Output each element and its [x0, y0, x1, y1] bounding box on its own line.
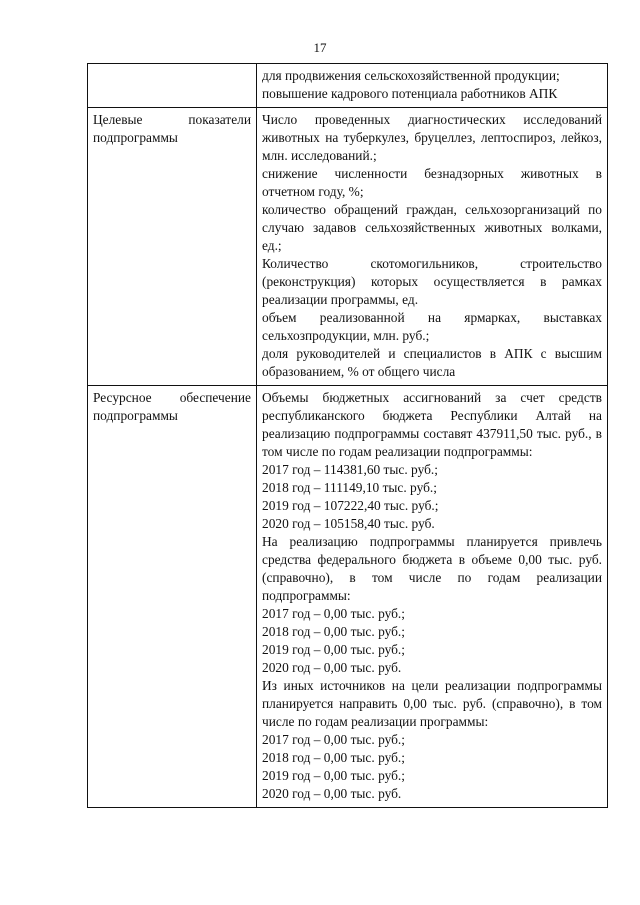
row-content-cell	[257, 64, 608, 108]
content-line: 2018 год – 111149,10 тыс. руб.;	[262, 480, 437, 495]
row-label: подпрограммы	[93, 408, 178, 423]
row-label: Целевые показатели	[93, 112, 251, 127]
content-line: для продвижения сельскохозяйственной продукции;	[262, 68, 560, 83]
row-label-cell	[88, 64, 257, 108]
page-number: 17	[313, 40, 327, 55]
content-paragraph: снижение численности безнадзорных животных в отчетном году, %;	[262, 166, 602, 199]
content-line: 2017 год – 0,00 тыс. руб.;	[262, 732, 405, 747]
content-line: 2020 год – 0,00 тыс. руб.	[262, 660, 402, 675]
content-paragraph: доля руководителей и специалистов в АПК с высшим образованием, % от общего числа	[262, 346, 602, 379]
content-paragraph: объем реализованной на ярмарках, выставках сельхозпродукции, млн. руб.;	[262, 310, 602, 343]
row-label: подпрограммы	[93, 130, 178, 145]
table-row	[88, 64, 608, 108]
subprogram-passport-table	[87, 63, 608, 808]
row-label-cell	[88, 386, 257, 808]
row-label-cell	[88, 108, 257, 386]
table-row	[88, 386, 608, 808]
table-row	[88, 108, 608, 386]
row-label: Ресурсное обеспечение	[93, 390, 251, 405]
content-line: 2017 год – 0,00 тыс. руб.;	[262, 606, 405, 621]
content-line: 2019 год – 107222,40 тыс. руб.;	[262, 498, 439, 513]
content-line: 2018 год – 0,00 тыс. руб.;	[262, 750, 405, 765]
content-paragraph: количество обращений граждан, сельхозорганизаций по случаю задавов сельхозяйственных животных волками, ед.;	[262, 202, 602, 253]
content-paragraph: Из иных источников на цели реализации подпрограммы планируется направить 0,00 тыс. руб. (справочно), в том числе по годам реализации программы:	[262, 678, 602, 729]
content-line: 2020 год – 0,00 тыс. руб.	[262, 786, 402, 801]
content-line: 2017 год – 114381,60 тыс. руб.;	[262, 462, 438, 477]
content-paragraph: Количество скотомогильников, строительство (реконструкция) которых осуществляется в рамках реализации программы, ед.	[262, 256, 602, 307]
content-line: 2020 год – 105158,40 тыс. руб.	[262, 516, 435, 531]
content-paragraph: На реализацию подпрограммы планируется привлечь средства федерального бюджета в объеме 0,00 тыс. руб. (справочно), в том числе по годам реализации подпрограммы:	[262, 534, 602, 603]
content-paragraph: Объемы бюджетных ассигнований за счет средств республиканского бюджета Республики Алтай на реализацию подпрограммы составят 437911,50 тыс. руб., в том числе по годам реализации подпрограммы:	[262, 390, 602, 459]
content-line: 2019 год – 0,00 тыс. руб.;	[262, 642, 405, 657]
content-line: 2018 год – 0,00 тыс. руб.;	[262, 624, 405, 639]
content-line: 2019 год – 0,00 тыс. руб.;	[262, 768, 405, 783]
row-content-cell	[257, 108, 608, 386]
content-line: повышение кадрового потенциала работников АПК	[262, 86, 558, 101]
content-paragraph: Число проведенных диагностических исследований животных на туберкулез, бруцеллез, лептоспироз, лейкоз, млн. исследований.;	[262, 112, 602, 163]
row-content-cell	[257, 386, 608, 808]
